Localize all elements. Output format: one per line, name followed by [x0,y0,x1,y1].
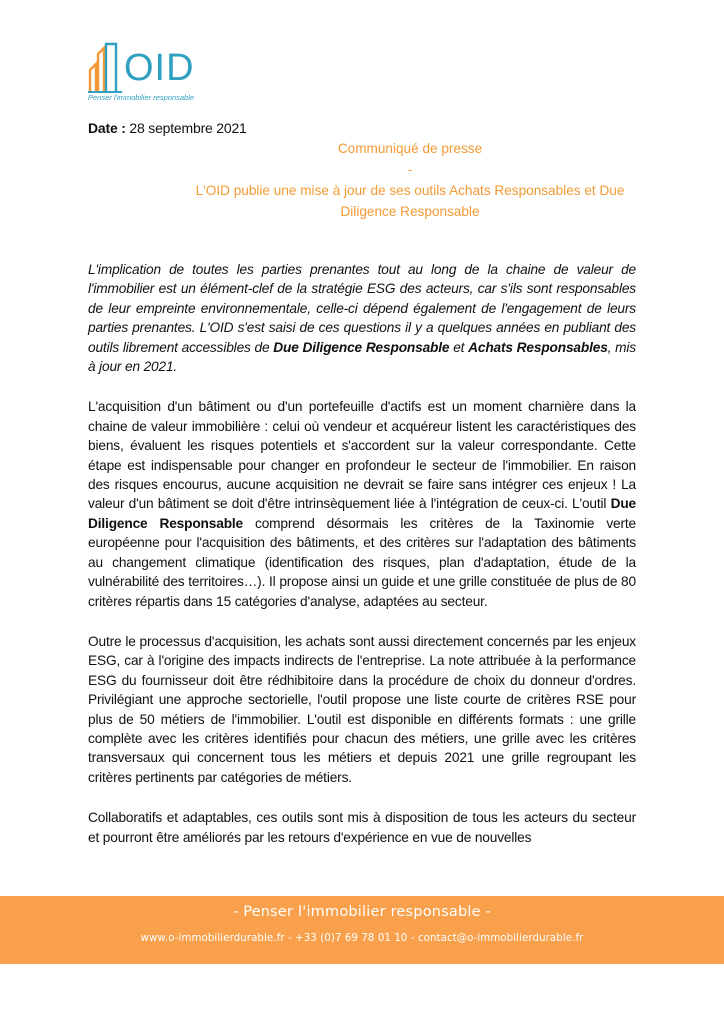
collaborative-paragraph: Collaboratifs et adaptables, ces outils sont mis à disposition de tous les acteurs du secteur et pourront être améliorés par les retours d'expérience en vue de nouvelles [88,810,636,845]
purchasing-paragraph: Outre le processus d'acquisition, les achats sont aussi directement concernés par les enjeux ESG, car à l'origine des impacts indirects de l'entreprise. La note attribuée à la performance ESG du fournisseur doit être rédhibitoire dans la procédure de choix du donneur d'ordres. Privilégiant une approche sectorielle, l'outil propose une liste courte de critères RSE pour plus de 50 métiers de l'immobilier. L'outil est disponible en différents formats : une grille complète avec les critères identifiés pour chacun des métiers, une grille avec les critères transversaux qui concernent tous les métiers et depuis 2021 une grille regroupant les critères pertinents par catégories de métiers. [88,633,636,785]
intro-paragraph [88,260,636,376]
header-separator: - [407,162,413,177]
building-logo-icon [86,40,126,96]
acquisition-paragraph [88,397,636,610]
acquisition-bold-tool: Due Diligence Responsable [88,496,636,531]
footer-banner [0,896,724,964]
logo-tagline: Penser l'immobilier responsable [88,93,195,102]
headline: L'OID publie une mise à jour de ses outils Achats Responsables et Due Diligence Responsable [195,183,625,219]
logo-wordmark: OID [124,47,195,89]
intro-bold-achats: Achats Responsables [468,339,608,355]
press-body [88,260,636,868]
footer-contact: www.o-immobilierdurable.fr - +33 (0)7 69 78 01 10 - contact@o-immobilierdurable.fr [140,933,584,944]
date-label: Date : [88,120,126,136]
footer-slogan: - Penser l'immobilier responsable - [233,904,491,920]
intro-bold-due-diligence: Due Diligence Responsable [273,339,450,355]
date-value: 28 septembre 2021 [129,120,247,136]
document-type: Communiqué de presse [337,141,483,156]
press-date [88,120,247,136]
intro-text-1: L'implication de toutes les parties prenantes tout au long de la chaine de valeur de l'immobilier est un élément-clef de la stratégie ESG des acteurs, car s'ils sont responsables de leur empreinte environnementale, celle-ci dépend également de l'engagement de leurs parties prenantes. L'OID s'est saisi de ces questions il y a quelques années en publiant des outils librement accessibles de [88,262,636,355]
press-header [190,138,630,222]
acquisition-text-1: L'acquisition d'un bâtiment ou d'un portefeuille d'actifs est un moment charnière dans la chaine de valeur immobilière : celui où vendeur et acquéreur listent les caractéristiques des biens, évaluent les risques potentiels et s'accordent sur la valeur correspondante. Cette étape est indispensable pour changer en profondeur le secteur de l'immobilier. En raison des risques encourus, aucune acquisition ne devrait se faire sans intégrer ces enjeux ! La valeur d'un bâtiment se doit d'être intrinsèquement liée à l'intégration de ceux-ci. L'outil [88,399,636,512]
intro-text-2: et [449,339,469,355]
acquisition-text-2: comprend désormais les critères de la Taxinomie verte européenne pour l'acquisition des bâtiments, et des critères sur l'adaptation des bâtiments au changement climatique (identification des risques, plan d'adaptation, étude de la vulnérabilité des territoires…). Il propose ainsi un guide et une grille constituée de plus de 80 critères répartis dans 15 catégories d'analyse, adaptées au secteur. [88,515,637,609]
intro-text-3: , mis à jour en 2021. [88,339,636,375]
